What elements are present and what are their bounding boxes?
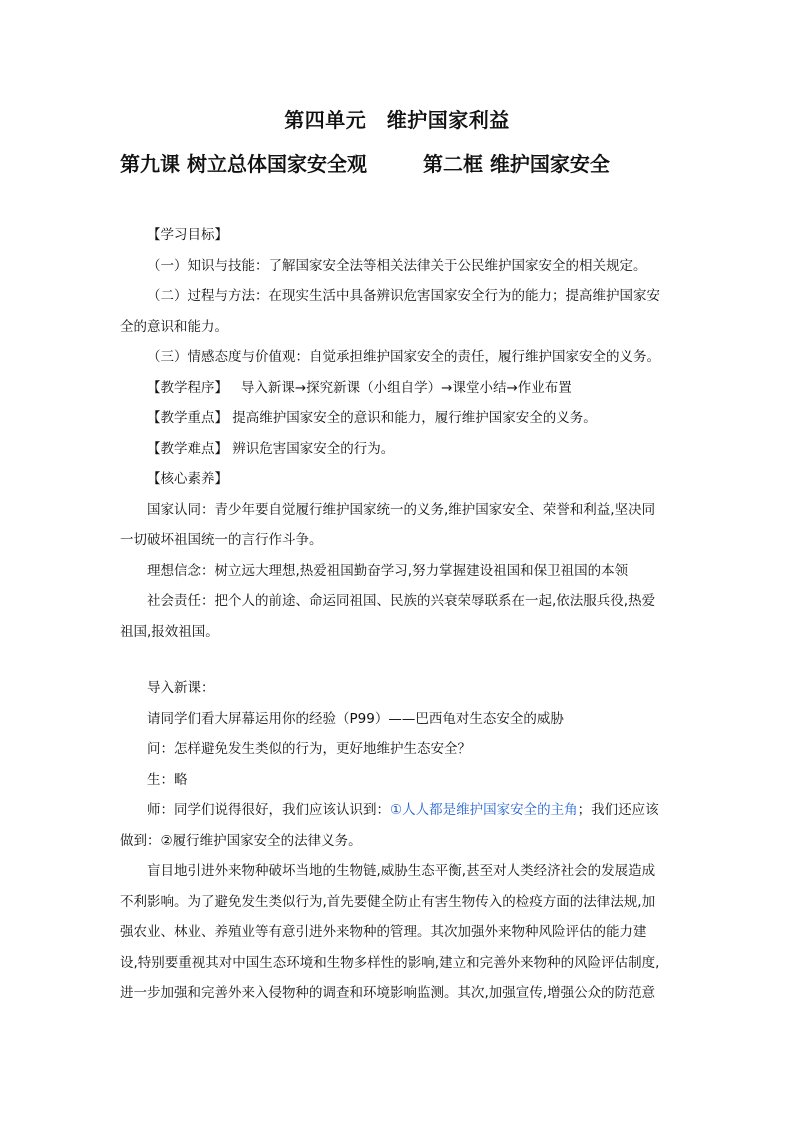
literacy-duty-cont: 祖国,报效祖国。 bbox=[120, 623, 219, 640]
literacy-identity-cont: 一切破坏祖国统一的言行作斗争。 bbox=[120, 532, 323, 548]
goals-heading: 【学习目标】 bbox=[147, 227, 228, 243]
unit-title: 第四单元 维护国家利益 bbox=[284, 108, 510, 132]
paragraph-line: 强农业、林业、养殖业等有意引进外来物种的管理。其次加强外来物种风险评估的能力建 bbox=[120, 924, 647, 940]
lesson-name: 第九课 树立总体国家安全观 bbox=[120, 152, 367, 176]
document-body bbox=[120, 220, 680, 1009]
paragraph-line: 设,特别要重视其对中国生态环境和生物多样性的影响,建立和完善外来物种的风险评估制度, bbox=[120, 954, 660, 971]
procedure-text: 导入新课→探究新课（小组自学）→课堂小结→作业布置 bbox=[240, 379, 572, 396]
literacy-heading: 【核心素养】 bbox=[147, 471, 228, 487]
teacher-text-post: ；我们还应该 bbox=[577, 802, 659, 818]
literacy-identity: 国家认同：青少年要自觉履行维护国家统一的义务,维护国家安全、荣誉和利益,坚决同 bbox=[147, 501, 656, 518]
difficulty-text: 辨识危害国家安全的行为。 bbox=[232, 440, 395, 457]
intro-teacher bbox=[120, 795, 680, 826]
intro-teacher-cont: 做到：②履行维护国家安全的法律义务。 bbox=[120, 832, 362, 849]
goal-knowledge: （一）知识与技能：了解国家安全法等相关法律关于公民维护国家安全的相关规定。 bbox=[147, 257, 647, 274]
intro-question: 问：怎样避免发生类似的行为，更好地维护生态安全？ bbox=[147, 741, 471, 757]
paragraph-line: 盲目地引进外来物种破坏当地的生物链,威胁生态平衡,甚至对人类经济社会的发展造成 bbox=[147, 863, 656, 879]
teacher-text: 师：同学们说得很好，我们应该认识到： bbox=[147, 802, 390, 818]
teaching-procedure bbox=[120, 373, 680, 404]
lesson-title bbox=[120, 148, 720, 177]
intro-heading: 导入新课： bbox=[147, 680, 215, 696]
goal-emotion: （三）情感态度与价值观：自觉承担维护国家安全的责任，履行维护国家安全的义务。 bbox=[147, 349, 660, 365]
goal-process: （二）过程与方法：在现实生活中具备辨识危害国家安全行为的能力；提高维护国家安 bbox=[147, 288, 660, 304]
procedure-label: 【教学程序】 bbox=[147, 379, 228, 396]
intro-student: 生：略 bbox=[147, 771, 188, 788]
teaching-key bbox=[120, 403, 680, 434]
teaching-difficulty bbox=[120, 434, 680, 465]
goal-process-cont: 全的意识和能力。 bbox=[120, 318, 228, 335]
difficulty-label: 【教学难点】 bbox=[147, 440, 228, 457]
key-label: 【教学重点】 bbox=[147, 410, 228, 426]
section-name: 第二框 维护国家安全 bbox=[422, 152, 610, 176]
intro-prompt: 请同学们看大屏幕运用你的经验（P99）——巴西龟对生态安全的威胁 bbox=[147, 710, 564, 727]
literacy-belief: 理想信念：树立远大理想,热爱祖国勤奋学习,努力掌握建设祖国和保卫祖国的本领 bbox=[147, 562, 629, 579]
key-text: 提高维护国家安全的意识和能力，履行维护国家安全的义务。 bbox=[232, 410, 597, 426]
paragraph-line: 不利影响。为了避免发生类似行为,首先要健全防止有害生物传入的检疫方面的法律法规,加 bbox=[120, 893, 656, 910]
literacy-duty: 社会责任：把个人的前途、命运同祖国、民族的兴衰荣辱联系在一起,依法服兵役,热爱 bbox=[147, 593, 656, 609]
teacher-highlight: ①人人都是维护国家安全的主角 bbox=[390, 802, 578, 818]
paragraph-line: 进一步加强和完善外来入侵物种的调查和环境影响监测。其次,加强宣传,增强公众的防范意 bbox=[120, 985, 656, 1001]
